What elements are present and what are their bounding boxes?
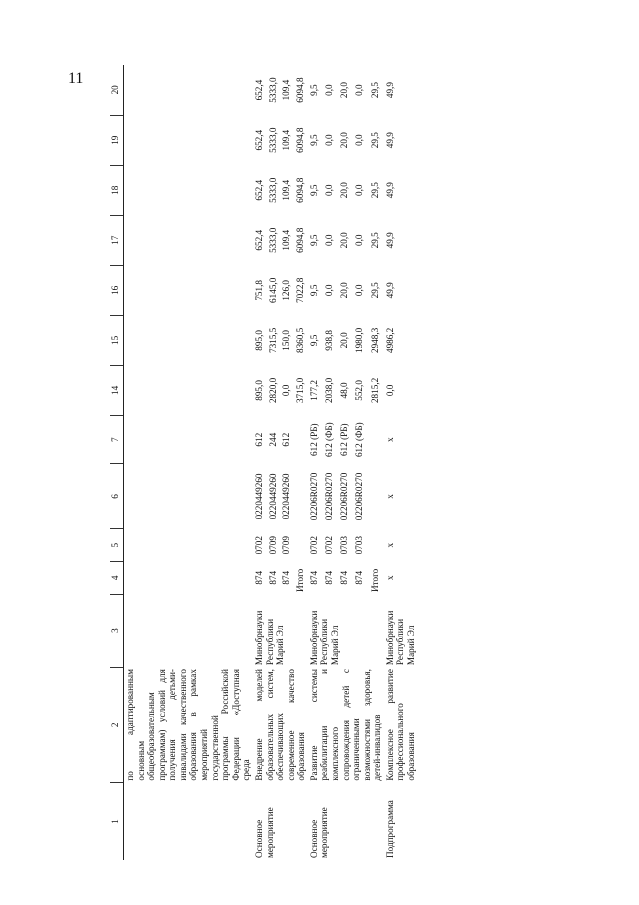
value-cell: 0,0 — [324, 134, 335, 146]
total-label-cell: Итого — [295, 568, 306, 593]
total-value-cell: 29,5 — [369, 182, 380, 199]
total-value-cell: 29,5 — [369, 132, 380, 149]
value-cell: 49,9 — [384, 282, 395, 299]
rzpr-cell: 0702 — [308, 536, 319, 555]
value-cell: 49,9 — [384, 132, 395, 149]
value-cell: 652,4 — [253, 129, 264, 151]
value-cell: 895,0 — [253, 380, 264, 401]
total-value-cell: 2948,3 — [369, 327, 380, 353]
value-cell: 4986,2 — [384, 327, 395, 353]
value-cell: 9,5 — [308, 184, 319, 196]
csr-cell: 02206R0270 — [339, 472, 350, 521]
continuation-row — [124, 65, 253, 860]
header-col-19: 19 — [110, 115, 124, 165]
value-cell: 20,0 — [339, 332, 350, 349]
value-cell: 0,0 — [281, 384, 292, 397]
total-value-cell: 6094,8 — [295, 127, 306, 153]
value-cell: 109,4 — [281, 229, 292, 251]
rzpr-cell: 0709 — [281, 536, 292, 555]
header-col-5: 5 — [110, 529, 124, 562]
vr-cell: 612 — [281, 432, 292, 447]
total-value-cell: 6094,8 — [295, 177, 306, 203]
page-number: 11 — [68, 70, 84, 87]
value-cell: 0,0 — [324, 234, 335, 247]
csr-cell: 0220449260 — [267, 473, 278, 520]
value-cell: 0,0 — [354, 284, 365, 297]
header-col-14: 14 — [110, 365, 124, 415]
table-row — [384, 65, 418, 860]
table-row — [308, 65, 323, 860]
total-value-cell: 2815,2 — [369, 377, 380, 404]
value-cell: 5333,0 — [267, 177, 278, 203]
value-cell: 0,0 — [354, 134, 365, 146]
row-executor-cell: Минобрнауки Республики Марий Эл — [308, 610, 340, 666]
value-cell: 48,0 — [339, 382, 350, 399]
value-cell: 0,0 — [324, 84, 335, 96]
value-cell: 1980,0 — [354, 327, 365, 353]
header-col-1: 1 — [110, 783, 124, 860]
value-cell: 552,0 — [354, 380, 365, 401]
value-cell: 109,4 — [281, 79, 292, 101]
value-cell: 20,0 — [339, 232, 350, 249]
value-cell: 7315,5 — [267, 327, 278, 353]
row-executor-cell: Минобрнауки Республики Марий Эл — [253, 610, 286, 666]
value-cell: 652,4 — [253, 79, 264, 101]
row-title-cell: Внедрение моделей образовательных систем, обеспечивающих современное качество образования — [253, 669, 307, 781]
value-cell: 109,4 — [281, 129, 292, 151]
value-cell: 49,9 — [384, 182, 395, 199]
header-col-15: 15 — [110, 315, 124, 365]
value-cell: 150,0 — [281, 330, 292, 351]
vr-cell: 612 — [253, 432, 264, 447]
value-cell: 9,5 — [308, 334, 319, 347]
value-cell: 9,5 — [308, 234, 319, 247]
budget-table — [110, 65, 418, 860]
value-cell: 5333,0 — [267, 77, 278, 103]
value-cell: 652,4 — [253, 179, 264, 201]
csr-cell: 0220449260 — [253, 473, 264, 520]
csr-cell: 02206R0270 — [308, 472, 319, 521]
header-row — [110, 65, 124, 860]
value-cell: 5333,0 — [267, 127, 278, 153]
grbs-cell: 874 — [354, 570, 365, 585]
row-type-cell: Основное мероприятие — [253, 807, 275, 858]
row-title-cell: Развитие системы реабилитации и комплексного сопровождения детей с ограниченными возможностями здоровья, детей-инвалидов — [308, 669, 383, 781]
total-value-cell: 8360,5 — [295, 327, 306, 353]
table-body — [124, 65, 418, 860]
vr-cell: 244 — [267, 432, 278, 447]
total-value-cell: 29,5 — [369, 82, 380, 99]
grbs-cell: 874 — [324, 570, 335, 585]
value-cell: 751,8 — [253, 279, 264, 301]
value-cell: 0,0 — [324, 284, 335, 297]
value-cell: 895,0 — [253, 330, 264, 351]
value-cell: 938,8 — [324, 330, 335, 351]
grbs-cell: 874 — [253, 570, 264, 585]
value-cell: 0,0 — [354, 234, 365, 247]
value-cell: 0,0 — [384, 384, 395, 397]
total-value-cell: 6094,8 — [295, 77, 306, 103]
rzpr-cell: 0709 — [267, 536, 278, 555]
header-col-4: 4 — [110, 562, 124, 595]
header-col-18: 18 — [110, 165, 124, 215]
value-cell: 0,0 — [324, 184, 335, 196]
header-col-2: 2 — [110, 667, 124, 783]
total-label-cell: Итого — [369, 568, 380, 593]
total-value-cell: 7022,8 — [295, 277, 306, 303]
value-cell: 652,4 — [253, 229, 264, 251]
value-cell: 49,9 — [384, 82, 395, 99]
header-col-17: 17 — [110, 215, 124, 265]
row-executor-cell: Минобрнауки Республики Марий Эл — [384, 610, 417, 666]
rzpr-cell: x — [384, 542, 395, 548]
value-cell: 126,0 — [281, 279, 292, 301]
rzpr-cell: 0702 — [324, 536, 335, 555]
total-value-cell: 6094,8 — [295, 227, 306, 253]
vr-cell: 612 (ФБ) — [324, 422, 335, 458]
value-cell: 9,5 — [308, 284, 319, 297]
value-cell: 109,4 — [281, 179, 292, 201]
vr-cell: 612 (РБ) — [308, 423, 319, 456]
value-cell: 2820,0 — [267, 377, 278, 404]
row-type-cell: Подпрограмма — [384, 800, 395, 858]
vr-cell: 612 (РБ) — [339, 423, 350, 456]
rzpr-cell: 0703 — [354, 536, 365, 555]
total-value-cell: 29,5 — [369, 232, 380, 249]
continuation-text: по адаптированным основным общеобразовательным программам) условий для получения детьми-инвалидами качественного образования в рамках мероприятий государственной программы Российской Федерации «Доступная среда — [125, 669, 252, 781]
csr-cell: 0220449260 — [281, 473, 292, 520]
total-value-cell: 29,5 — [369, 282, 380, 299]
vr-cell: 612 (ФБ) — [354, 422, 365, 458]
header-col-16: 16 — [110, 265, 124, 315]
value-cell: 9,5 — [308, 134, 319, 146]
header-col-20: 20 — [110, 65, 124, 115]
total-value-cell: 3715,0 — [295, 377, 306, 404]
value-cell: 9,5 — [308, 84, 319, 96]
csr-cell: x — [384, 494, 395, 499]
table-header — [110, 65, 124, 860]
grbs-cell: 874 — [267, 570, 278, 585]
csr-cell: 02206R0270 — [324, 472, 335, 521]
vr-cell: x — [384, 437, 395, 442]
rotated-table-wrapper — [110, 65, 530, 860]
value-cell: 0,0 — [354, 184, 365, 196]
grbs-cell: x — [384, 575, 395, 581]
grbs-cell: 874 — [281, 570, 292, 585]
value-cell: 20,0 — [339, 282, 350, 299]
value-cell: 20,0 — [339, 132, 350, 149]
grbs-cell: 874 — [339, 570, 350, 585]
grbs-cell: 874 — [308, 570, 319, 585]
row-title-cell: Комплексное развитие профессионального образования — [384, 669, 417, 781]
value-cell: 49,9 — [384, 232, 395, 249]
value-cell: 20,0 — [339, 82, 350, 99]
value-cell: 0,0 — [354, 84, 365, 96]
value-cell: 6145,0 — [267, 277, 278, 303]
value-cell: 2038,0 — [324, 377, 335, 404]
csr-cell: 02206R0270 — [354, 472, 365, 521]
header-col-7: 7 — [110, 415, 124, 463]
value-cell: 20,0 — [339, 182, 350, 199]
value-cell: 177,2 — [308, 380, 319, 401]
header-col-3: 3 — [110, 594, 124, 667]
value-cell: 5333,0 — [267, 227, 278, 253]
row-type-cell: Основное мероприятие — [308, 807, 330, 858]
header-col-6: 6 — [110, 464, 124, 529]
rzpr-cell: 0702 — [253, 536, 264, 555]
rzpr-cell: 0703 — [339, 536, 350, 555]
table-row — [253, 65, 267, 860]
